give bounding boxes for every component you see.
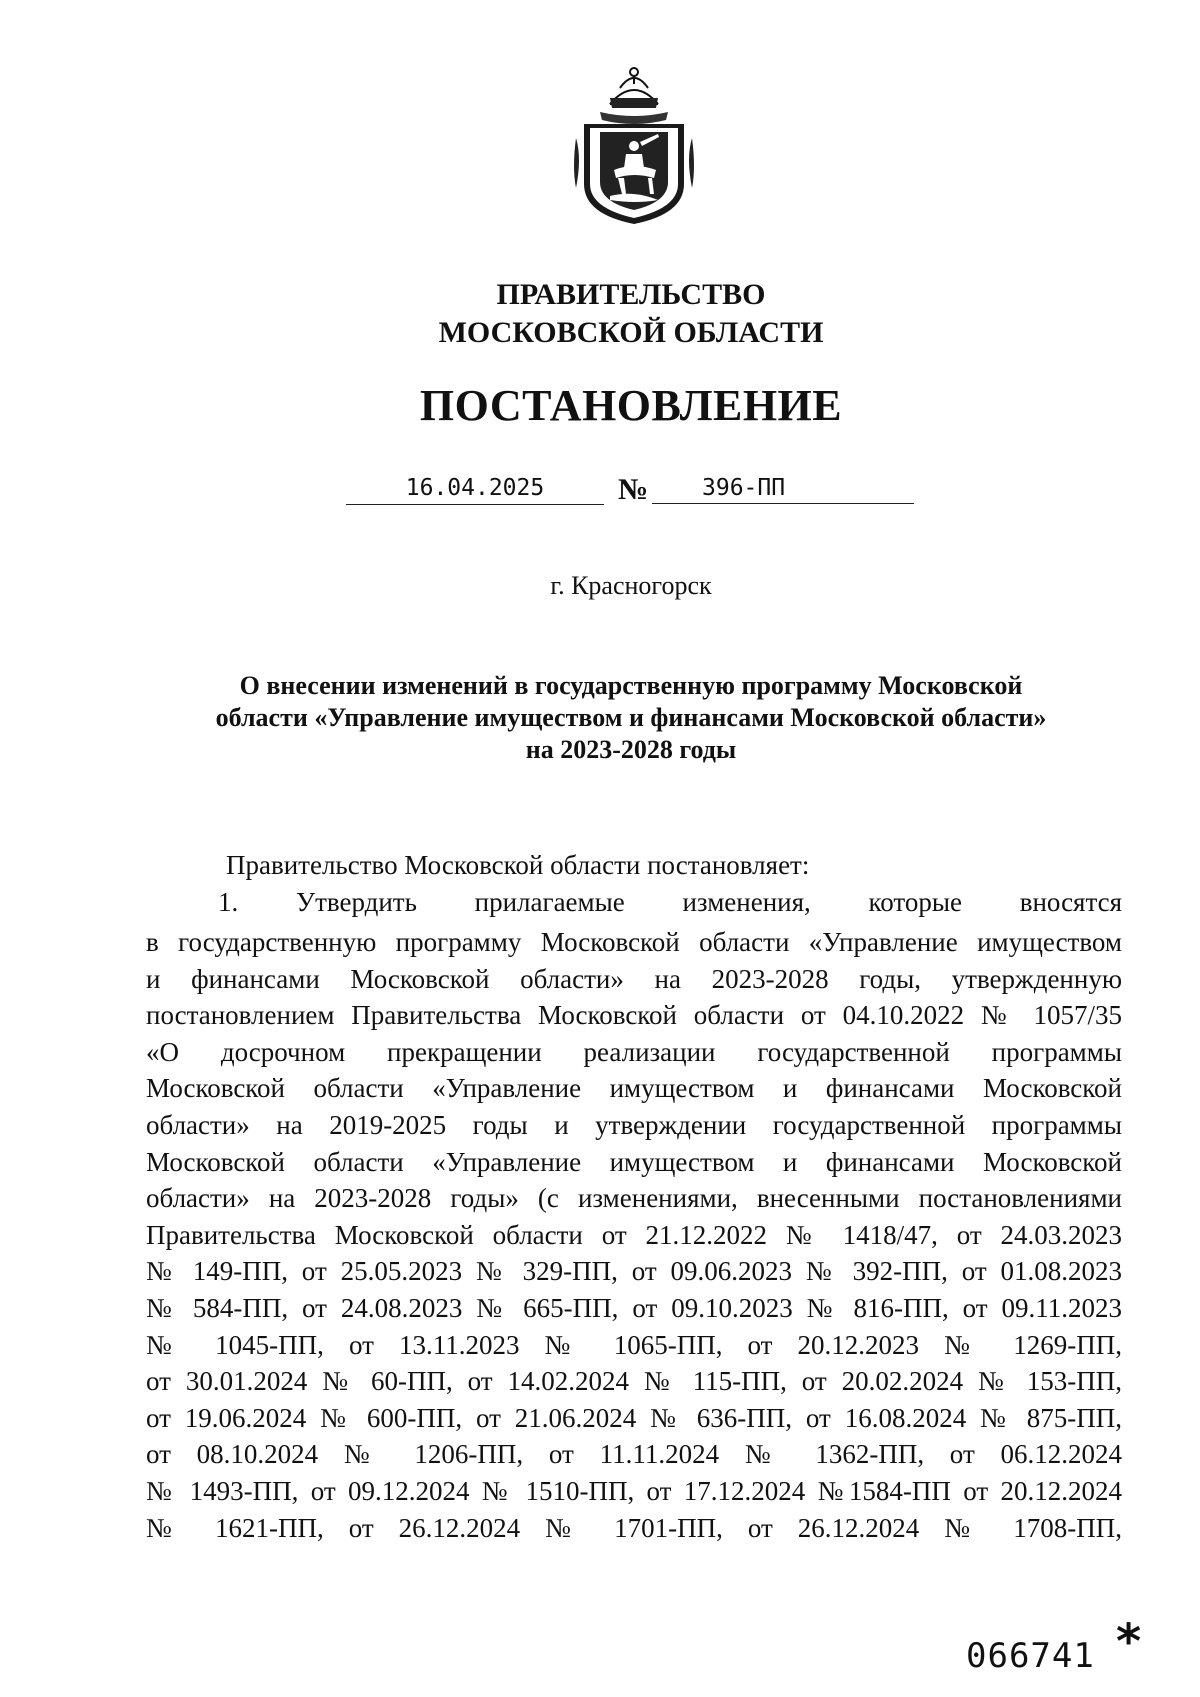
- body-line: Московской области «Управление имуществом и финансами Московской: [146, 1073, 1122, 1104]
- body-line: «О досрочном прекращении реализации государственной программы: [146, 1036, 1122, 1067]
- body-line: в государственную программу Московской области «Управление имуществом: [146, 927, 1122, 957]
- body-line: от 30.01.2024 № 60-ПП, от 14.02.2024 № 115-ПП, от 20.02.2024 № 153-ПП,: [146, 1366, 1122, 1397]
- subject-line: на 2023-2028 годы: [525, 735, 737, 764]
- document-type-title: ПОСТАНОВЛЕНИЕ: [419, 381, 843, 430]
- body-line: № 1621-ПП, от 26.12.2024 № 1701-ПП, от 26.12.2024 № 1708-ПП,: [146, 1512, 1122, 1543]
- body-line: № 149-ПП, от 25.05.2023 № 329-ПП, от 09.06.2023 № 392-ПП, от 01.08.2023: [146, 1256, 1122, 1287]
- number-sign: №: [618, 473, 649, 506]
- body-line: Московской области «Управление имуществом и финансами Московской: [146, 1146, 1122, 1177]
- subject-line: О внесении изменений в государственную программу Московской: [239, 671, 1023, 700]
- registration-number-field: 396-ПП: [652, 472, 914, 504]
- body-line: № 584-ПП, от 24.08.2023 № 665-ПП, от 09.10.2023 № 816-ПП, от 09.11.2023: [146, 1292, 1122, 1323]
- serial-number: 066741: [966, 1636, 1095, 1676]
- body-line: № 1045-ПП, от 13.11.2023 № 1065-ПП, от 20.12.2023 № 1269-ПП,: [146, 1329, 1122, 1360]
- registration-date-field: 16.04.2025: [346, 472, 604, 505]
- body-line: и финансами Московской области» на 2023-2028 годы, утвержденную: [146, 963, 1122, 994]
- body-line: области» на 2019-2025 годы и утверждении государственной программы: [146, 1109, 1122, 1140]
- body-line: постановлением Правительства Московской области от 04.10.2022 № 1057/35: [146, 1000, 1122, 1031]
- body-line: от 08.10.2024 № 1206-ПП, от 11.11.2024 № 1362-ПП, от 06.12.2024: [146, 1439, 1122, 1470]
- body-line: области» на 2023-2028 годы» (с изменениями, внесенными постановлениями: [146, 1183, 1122, 1214]
- moscow-oblast-coat-of-arms-icon: [570, 58, 698, 226]
- body-paragraph: [146, 924, 1122, 1546]
- body-line: № 1493-ПП, от 09.12.2024 № 1510-ПП, от 17.12.2024 №1584-ПП от 20.12.2024: [146, 1475, 1122, 1506]
- item-1-first-line: 1. Утвердить прилагаемые изменения, которые вносятся: [218, 887, 1122, 917]
- org-name-line-2: МОСКОВСКОЙ ОБЛАСТИ: [438, 316, 824, 349]
- org-name-line-1: ПРАВИТЕЛЬСТВО: [496, 278, 766, 311]
- preamble-text: Правительство Московской области постановляет:: [226, 850, 810, 880]
- subject-line: области «Управление имуществом и финансами Московской области»: [215, 703, 1047, 732]
- document-subject: [150, 670, 1112, 766]
- body-line: от 19.06.2024 № 600-ПП, от 21.06.2024 № 636-ПП, от 16.08.2024 № 875-ПП,: [146, 1402, 1122, 1433]
- body-line: Правительства Московской области от 21.12.2022 № 1418/47, от 24.03.2023: [146, 1219, 1122, 1250]
- asterisk-mark: *: [1116, 1614, 1142, 1670]
- city-name: г. Красногорск: [550, 571, 712, 600]
